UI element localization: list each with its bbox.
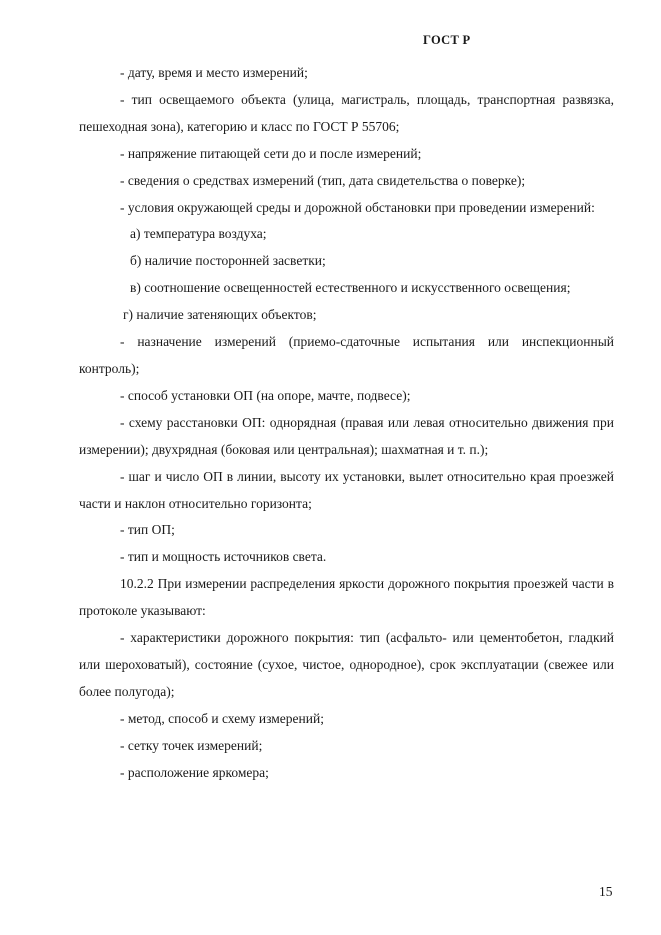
paragraph: - сведения о средствах измерений (тип, дата свидетельства о поверке); [120, 172, 526, 188]
paragraph: - сетку точек измерений; [120, 737, 263, 753]
page-number: 15 [599, 884, 613, 899]
document-body [79, 60, 614, 786]
sub-item: в) соотношение освещенностей естественного и искусственного освещения; [130, 280, 571, 296]
paragraph: - схему расстановки ОП: однорядная (правая или левая относительно движения при измерении); двухрядная (боковая или центральная); шахматная и т. п.); [79, 414, 614, 457]
paragraph: - способ установки ОП (на опоре, мачте, подвесе); [120, 387, 411, 403]
paragraph: - шаг и число ОП в линии, высоту их установки, вылет относительно края проезжей части и наклон относительно горизонта; [79, 468, 614, 511]
paragraph: - условия окружающей среды и дорожной обстановки при проведении измерений: [120, 199, 595, 215]
paragraph: - тип и мощность источников света. [120, 549, 327, 565]
section-paragraph: 10.2.2 При измерении распределения яркости дорожного покрытия проезжей части в протоколе указывают: [79, 576, 614, 619]
paragraph: - расположение яркомера; [120, 764, 269, 780]
paragraph: - тип освещаемого объекта (улица, магистраль, площадь, транспортная развязка, пешеходная зона), категорию и класс по ГОСТ Р 55706; [79, 91, 614, 134]
paragraph: - тип ОП; [120, 522, 175, 538]
sub-item: а) температура воздуха; [130, 226, 267, 242]
sub-item: г) наличие затеняющих объектов; [123, 307, 317, 323]
paragraph: - метод, способ и схему измерений; [120, 710, 324, 726]
paragraph: - назначение измерений (приемо-сдаточные испытания или инспекционный контроль); [79, 334, 614, 376]
paragraph: - характеристики дорожного покрытия: тип (асфальто- или цементобетон, гладкий или шероховатый), состояние (сухое, чистое, однородное), срок эксплуатации (свежее или более полугода); [79, 630, 614, 699]
page-header: ГОСТ Р [423, 33, 471, 47]
sub-item: б) наличие посторонней засветки; [130, 253, 326, 269]
paragraph: - дату, время и место измерений; [120, 65, 308, 80]
paragraph: - напряжение питающей сети до и после измерений; [120, 145, 422, 161]
